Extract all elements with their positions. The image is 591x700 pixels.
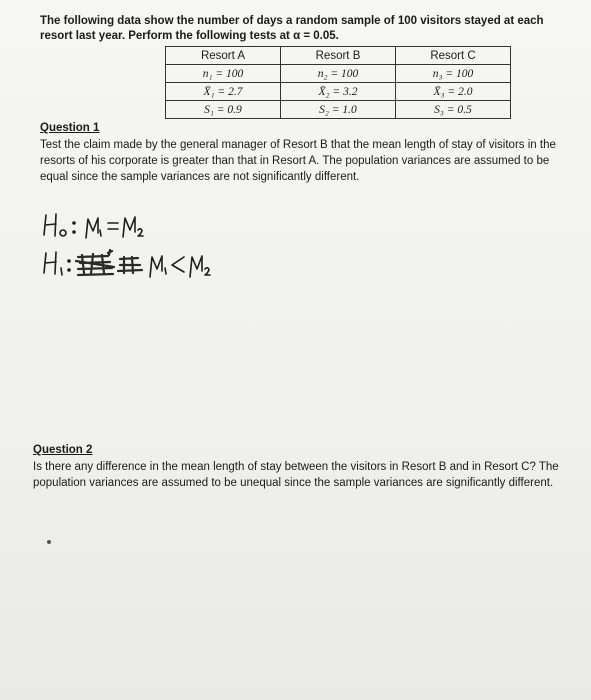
resort-data-table bbox=[165, 46, 511, 119]
table-header-row bbox=[166, 47, 511, 65]
question2-title: Question 2 bbox=[33, 444, 93, 456]
table-header-resort-a: Resort A bbox=[166, 47, 281, 65]
handwriting-drawing bbox=[38, 205, 338, 295]
question1-body: Test the claim made by the general manager of Resort B that the mean length of stay of visitors in the resorts of his corporate is greater than that in Resort A. The population variances are assumed to be equal since the sample variances are not significantly different. bbox=[40, 139, 556, 183]
table-cell: X̄₂ = 3.2 bbox=[281, 83, 396, 101]
table-cell: S₁ = 0.9 bbox=[166, 101, 281, 119]
table-cell: S₂ = 1.0 bbox=[281, 101, 396, 119]
stray-mark bbox=[47, 540, 51, 544]
handwritten-hypotheses bbox=[38, 205, 338, 295]
table-header-resort-c: Resort C bbox=[396, 47, 511, 65]
table-header-resort-b: Resort B bbox=[281, 47, 396, 65]
table-cell: S₃ = 0.5 bbox=[396, 101, 511, 119]
question2-body: Is there any difference in the mean length of stay between the visitors in Resort B and in Resort C? The population variances are assumed to be unequal since the sample variances are significantly different. bbox=[33, 461, 559, 489]
table-cell: n₁ = 100 bbox=[166, 65, 281, 83]
question1-title: Question 1 bbox=[40, 122, 100, 134]
intro-text: The following data show the number of days a random sample of 100 visitors stayed at each resort last year. Perform the following tests at α = 0.05. bbox=[40, 15, 544, 42]
table-row bbox=[166, 101, 511, 119]
table-cell: X̄₁ = 2.7 bbox=[166, 83, 281, 101]
table-row bbox=[166, 83, 511, 101]
table-cell: n₂ = 100 bbox=[281, 65, 396, 83]
table-cell: n₃ = 100 bbox=[396, 65, 511, 83]
table-cell: X̄₃ = 2.0 bbox=[396, 83, 511, 101]
table-row bbox=[166, 65, 511, 83]
